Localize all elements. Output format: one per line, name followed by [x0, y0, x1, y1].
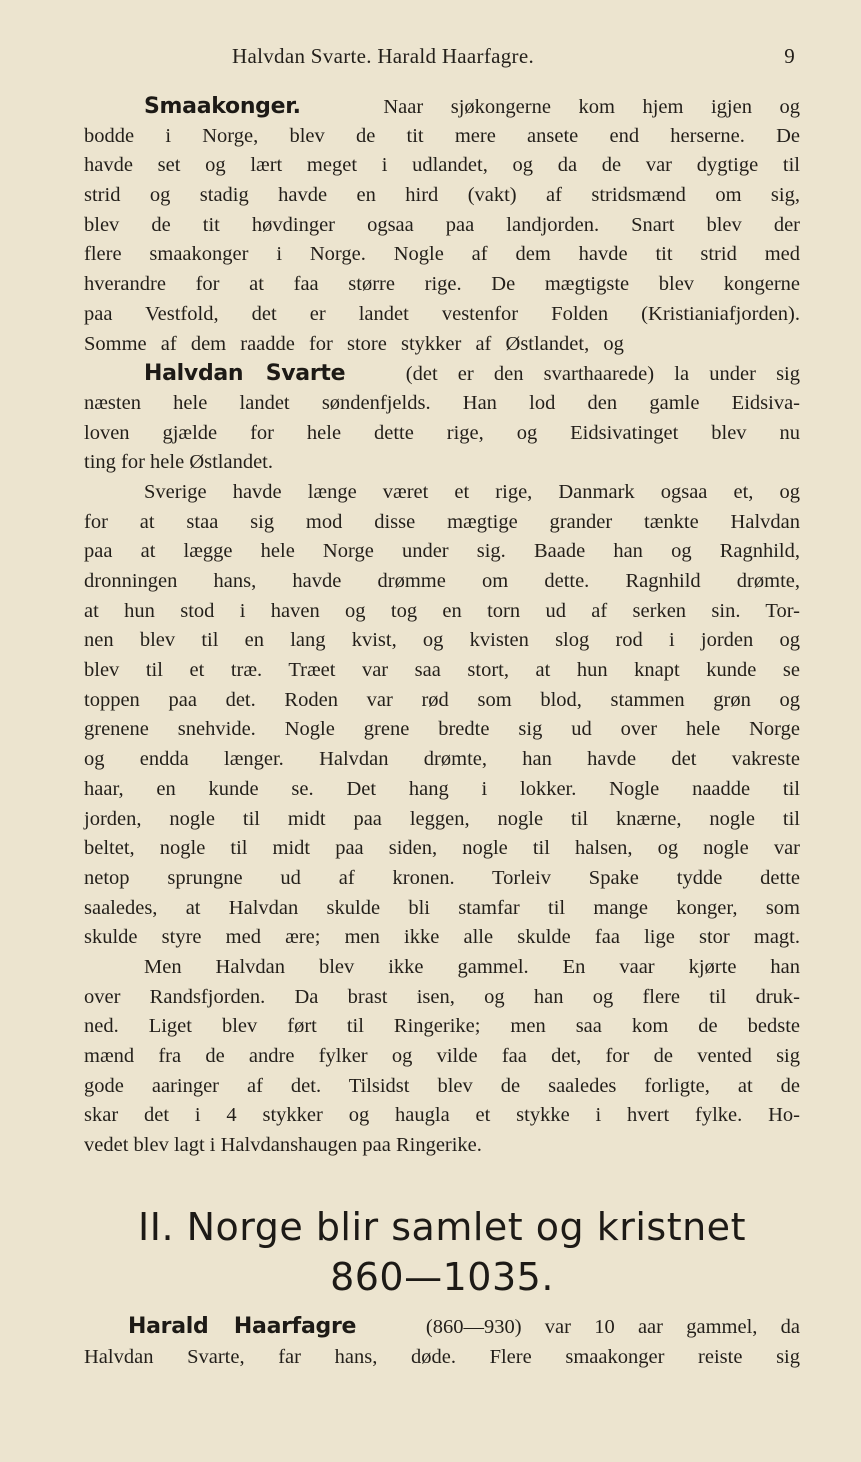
text-line: Halvdan Svarte (det er den svarthaarede) la under sig: [144, 361, 801, 387]
text-line: loven gjælde for hele dette rige, og Eidsivatinget blev nu: [84, 421, 800, 444]
text-line: gode aaringer af det. Tilsidst blev de saaledes forligte, at de: [84, 1074, 800, 1097]
text-line: flere smaakonger i Norge. Nogle af dem havde tit strid med: [84, 243, 800, 266]
text-line: mænd fra de andre fylker og vilde faa det, for de vented sig: [84, 1045, 800, 1067]
section-harald: [84, 1312, 800, 1371]
text-line: blev til et træ. Træet var saa stort, at hun knapt kunde se: [84, 659, 800, 682]
text-line: dronningen hans, havde drømme om dette. Ragnhild drømte,: [84, 570, 800, 592]
text-line: Halvdan Svarte, far hans, døde. Flere smaakonger reiste sig: [84, 1345, 800, 1368]
body-text: [84, 92, 800, 1161]
text-line: ned. Liget blev ført til Ringerike; men saa kom de bedste: [84, 1015, 800, 1038]
text-line: havde set og lært meget i udlandet, og da de var dygtige til: [84, 154, 800, 177]
chapter-title: II. Norge blir samlet og kristnet: [138, 1205, 746, 1249]
text-line: haar, en kunde se. Det hang i lokker. Nogle naadde til: [84, 777, 800, 800]
text-line: for at staa sig mod disse mægtige grander tænkte Halvdan: [84, 510, 800, 533]
running-head-title: Halvdan Svarte. Harald Haarfagre.: [232, 44, 535, 68]
running-head: [84, 44, 800, 74]
sidenote-smaakonger: Smaakonger.: [144, 94, 301, 119]
text-line: næsten hele landet søndenfjelds. Han lod den gamle Eidsiva-: [84, 391, 800, 414]
text-line: ting for hele Østlandet.: [84, 451, 274, 474]
sidenote-halvdan-svarte: Halvdan Svarte: [144, 361, 346, 387]
sidenote-harald-haarfagre: Harald Haarfagre: [128, 1314, 357, 1339]
text-line: strid og stadig havde en hird (vakt) af stridsmænd om sig,: [84, 184, 800, 207]
text-line: saaledes, at Halvdan skulde bli stamfar til mange konger, som: [84, 896, 800, 919]
text-line: skar det i 4 stykker og haugla et stykke i hvert fylke. Ho-: [84, 1104, 800, 1127]
text-line: Sverige havde længe været et rige, Danmark ogsaa et, og: [144, 480, 800, 503]
text-line: nen blev til en lang kvist, og kvisten slog rod i jorden og: [84, 629, 800, 652]
text-line: at hun stod i haven og tog en torn ud af serken sin. Tor-: [84, 599, 800, 622]
text-line: paa Vestfold, det er landet vestenfor Folden (Kristianiafjorden).: [84, 302, 800, 325]
text-line: jorden, nogle til midt paa leggen, nogle til knærne, nogle til: [84, 807, 800, 830]
text-line: bodde i Norge, blev de tit mere ansete end herserne. De: [84, 124, 800, 147]
chapter-dates: 860—1035.: [330, 1255, 554, 1299]
text-line: vedet blev lagt i Halvdanshaugen paa Ringerike.: [84, 1134, 482, 1157]
text-line: grenene snehvide. Nogle grene bredte sig ud over hele Norge: [84, 718, 800, 741]
text-line: Harald Haarfagre (860—930) var 10 aar gammel, da: [128, 1314, 800, 1339]
text-line: skulde styre med ære; men ikke alle skulde faa lige stor magt.: [84, 926, 800, 949]
text-line: paa at lægge hele Norge under sig. Baade han og Ragnhild,: [84, 540, 800, 563]
page-number: 9: [784, 44, 795, 68]
text-line: blev de tit høvdinger ogsaa paa landjorden. Snart blev der: [84, 213, 800, 236]
text-line: Somme af dem raadde for store stykker af Østlandet, og: [84, 332, 624, 355]
text-line: beltet, nogle til midt paa siden, nogle til halsen, og nogle var: [84, 837, 800, 860]
text-line: Smaakonger. Naar sjøkongerne kom hjem igjen og: [144, 94, 801, 119]
text-line: toppen paa det. Roden var rød som blod, stammen grøn og: [84, 688, 800, 711]
chapter-heading: [84, 1202, 800, 1302]
text-line: netop sprungne ud af kronen. Torleiv Spake tydde dette: [84, 866, 800, 889]
text-line: over Randsfjorden. Da brast isen, og han og flere til druk-: [84, 985, 800, 1008]
text-line: og endda længer. Halvdan drømte, han havde det vakreste: [84, 748, 800, 771]
text-line: hverandre for at faa større rige. De mægtigste blev kongerne: [84, 273, 800, 296]
text-line: Men Halvdan blev ikke gammel. En vaar kjørte han: [144, 955, 800, 978]
